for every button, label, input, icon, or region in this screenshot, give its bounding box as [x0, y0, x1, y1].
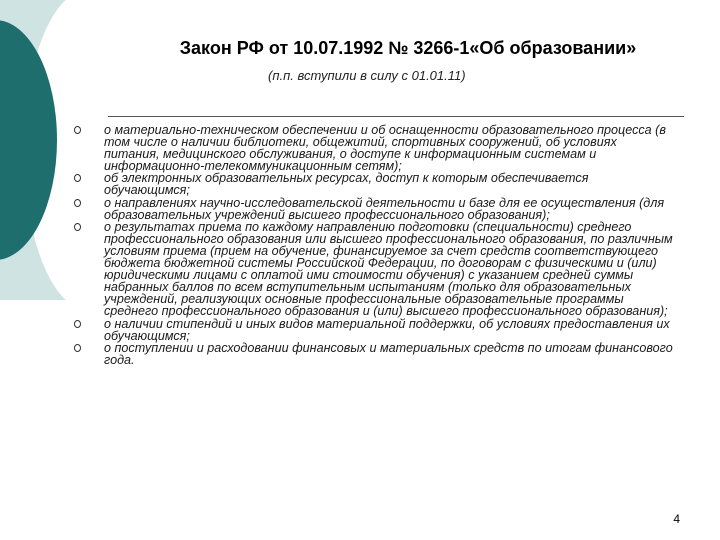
circle-bullet-icon [74, 320, 81, 328]
list-item-text: о материально-техническом обеспечении и об оснащенности образовательного процесса (в том числе о наличии библиотеки, общежитий, спортивных сооружений, об условиях питания, медицинского обслуживания, о доступе к информационным системам и информационно-телекоммуникационным сетям); [104, 123, 666, 174]
circle-bullet-icon [74, 126, 81, 134]
list-item-text: об электронных образовательных ресурсах, доступ к которым обеспечивается обучающимся; [104, 171, 589, 198]
list-item [74, 318, 674, 342]
list-item [74, 197, 674, 221]
list-item-text: о наличии стипендий и иных видов материальной поддержки, об условиях предоставления их обучающимся; [104, 316, 670, 343]
list-item-text: о результатах приема по каждому направлению подготовки (специальности) среднего профессионального образования или высшего профессионального образования, по различным условиям приема (прием на обучение, финансируемое за счет средств соответствующего бюджета бюджетной системы Российской Федерации, по договорам с физическими и (или) юридическими лицами с оплатой ими стоимости обучения) с указанием средней суммы набранных баллов по всем вступительным испытаниям (только для образовательных учреждений, реализующих основные профессиональные образовательные программы среднего профессионального образования и (или) высшего профессионального образования); [104, 219, 673, 319]
list-item-text: о направлениях научно-исследовательской деятельности и базе для ее осуществления (для образовательных учреждений высшего профессионального образования); [104, 195, 665, 222]
slide-title: Закон РФ от 10.07.1992 № 3266-1«Об образовании» [179, 38, 637, 58]
circle-bullet-icon [74, 174, 81, 182]
slide-subtitle: (п.п. вступили в силу с 01.01.11) [268, 68, 466, 83]
page-number: 4 [673, 512, 680, 526]
circle-bullet-icon [74, 199, 81, 207]
title-divider [108, 116, 684, 117]
list-item [74, 172, 674, 196]
requirements-list [74, 124, 674, 366]
circle-bullet-icon [74, 223, 81, 231]
list-item-text: о поступлении и расходовании финансовых и материальных средств по итогам финансового года. [104, 340, 673, 367]
list-item [74, 342, 674, 366]
list-item [74, 221, 674, 318]
list-item [74, 124, 674, 172]
circle-bullet-icon [74, 344, 81, 352]
